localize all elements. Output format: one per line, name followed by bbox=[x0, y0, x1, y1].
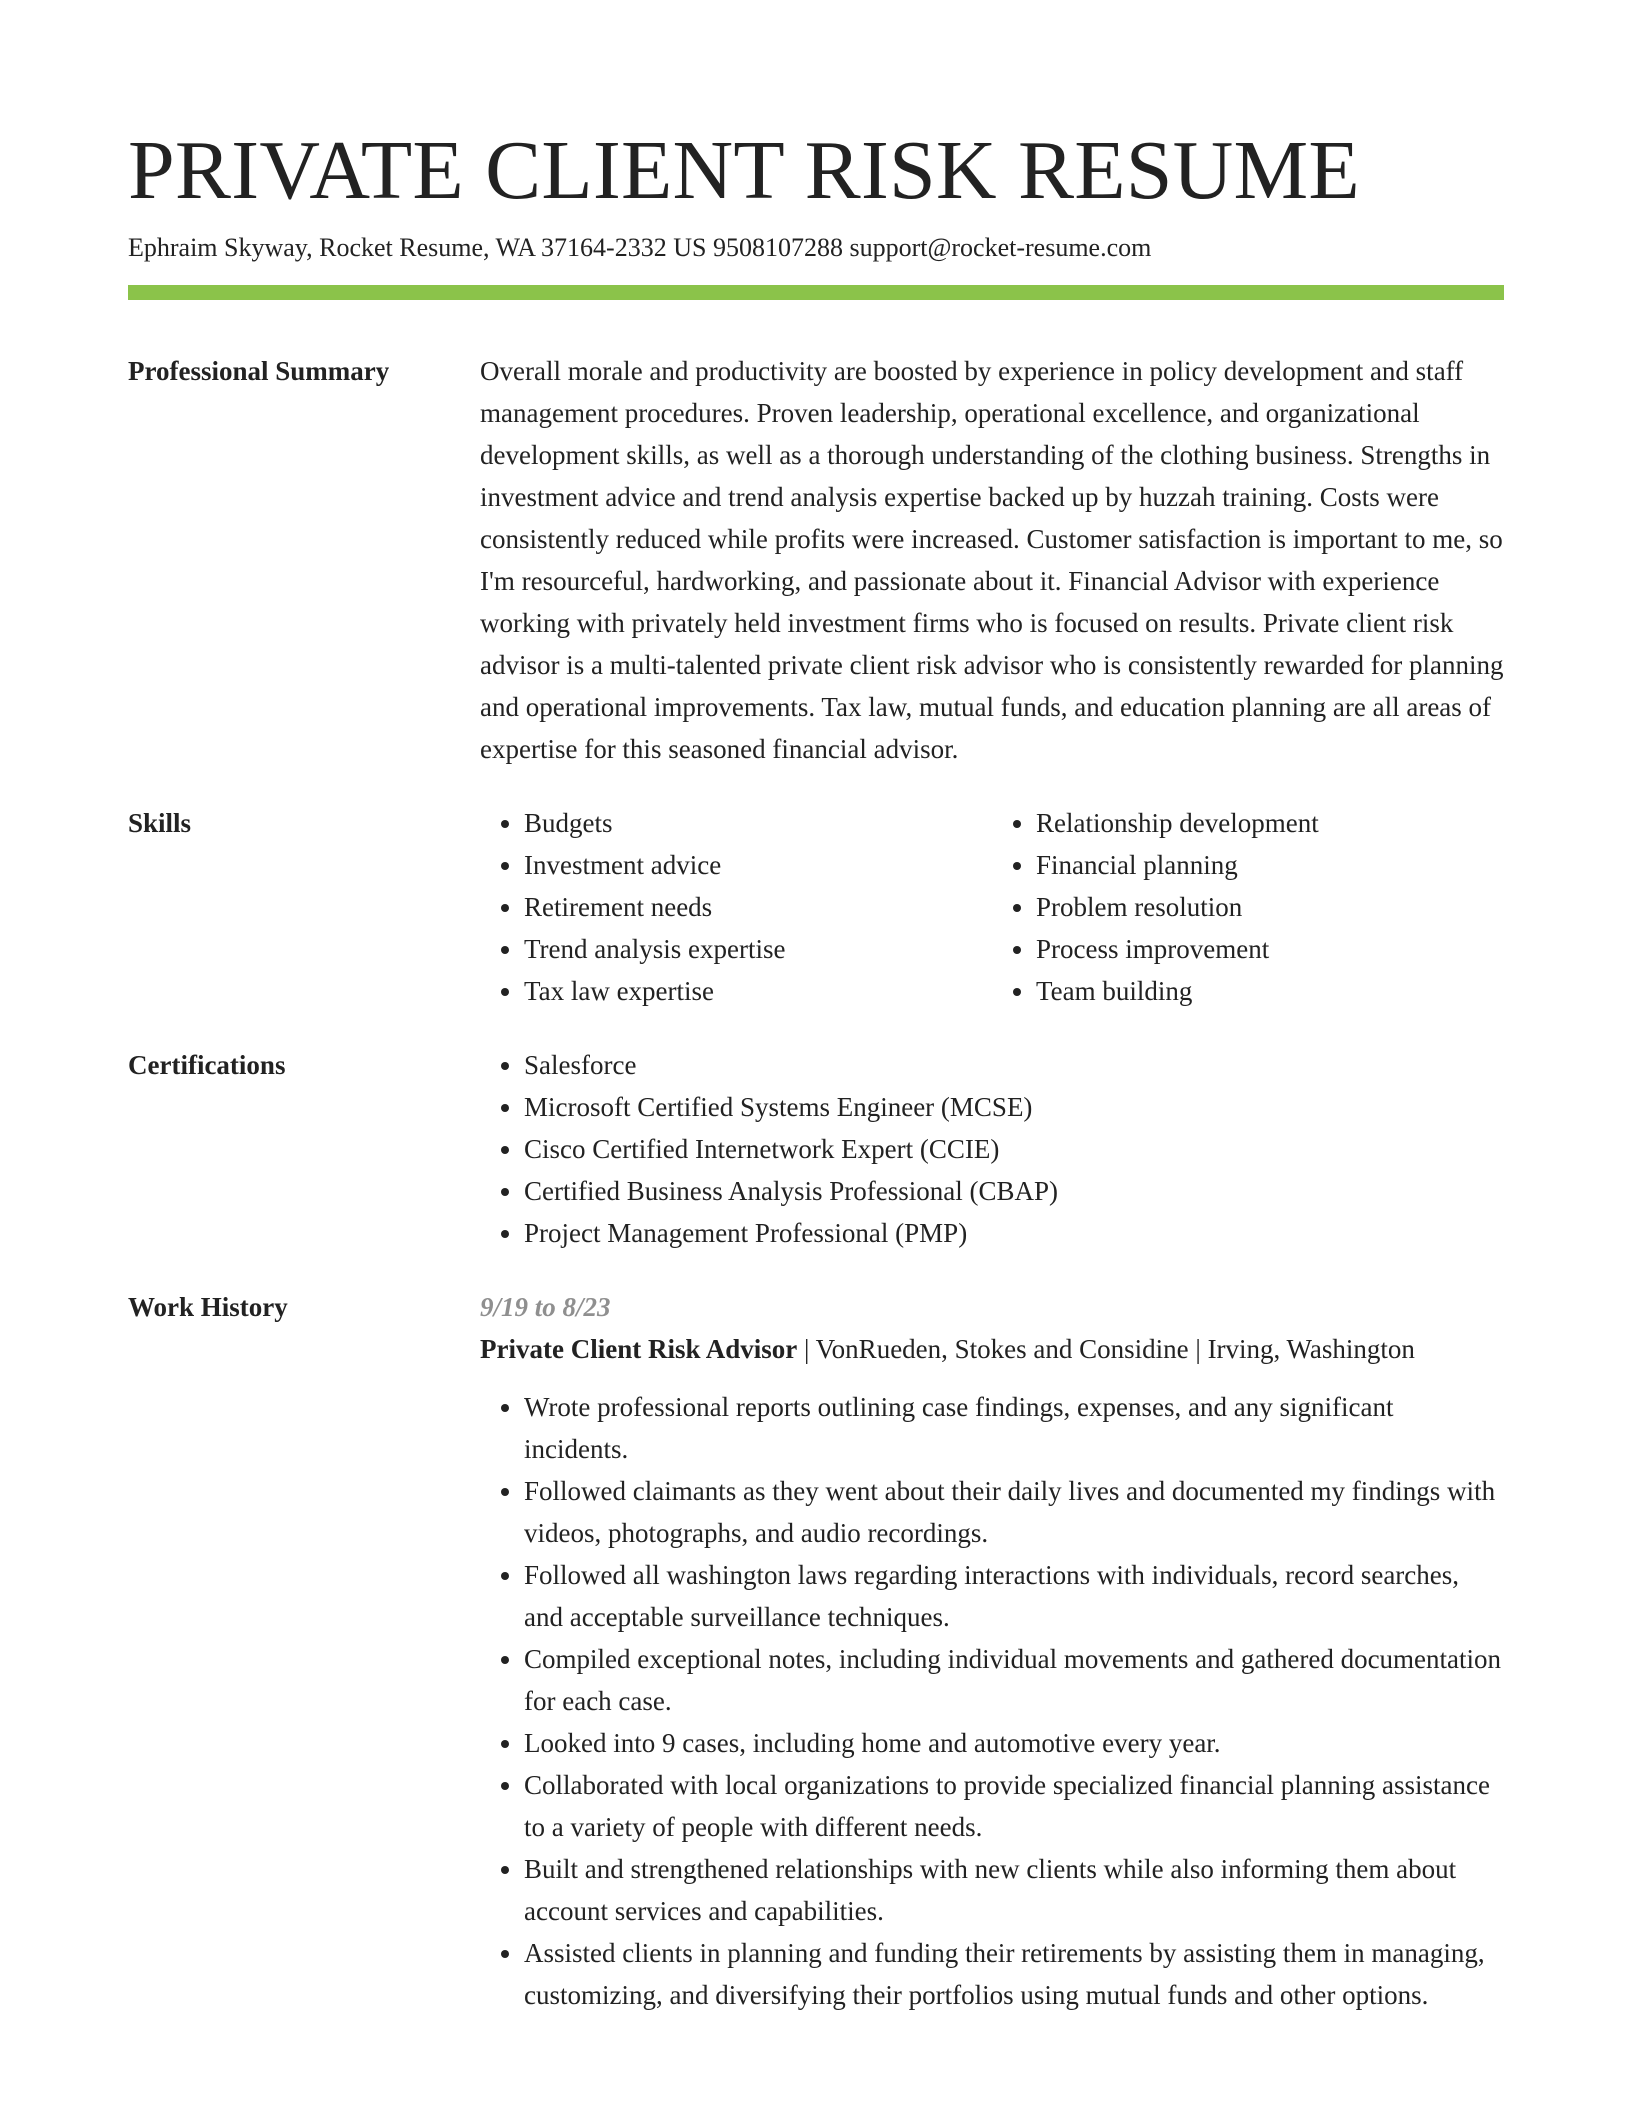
certification-item: • Microsoft Certified Systems Engineer (MCSE) bbox=[524, 1086, 1504, 1128]
skills-column-left bbox=[480, 802, 992, 1012]
job-bullet: • Followed claimants as they went about their daily lives and documented my findings with videos, photographs, and audio recordings. bbox=[524, 1470, 1504, 1554]
section-label-work-history: Work History bbox=[128, 1292, 288, 1322]
skill-item: • Retirement needs bbox=[524, 886, 992, 928]
job-title: Private Client Risk Advisor bbox=[480, 1334, 798, 1364]
resume-page bbox=[128, 0, 1504, 2016]
section-label-certifications: Certifications bbox=[128, 1050, 286, 1080]
job-heading bbox=[480, 1328, 1504, 1370]
skill-item: • Team building bbox=[1036, 970, 1504, 1012]
accent-divider bbox=[128, 285, 1504, 300]
contact-line: Ephraim Skyway, Rocket Resume, WA 37164-2332 US 9508107288 support@rocket-resume.com bbox=[128, 233, 1152, 262]
job-bullet: • Collaborated with local organizations to provide specialized financial planning assistance to a variety of people with different needs. bbox=[524, 1764, 1504, 1848]
certifications-body bbox=[480, 1044, 1504, 1254]
page-title: PRIVATE CLIENT RISK RESUME bbox=[128, 124, 1360, 217]
job-bullet: • Wrote professional reports outlining case findings, expenses, and any significant incidents. bbox=[524, 1386, 1504, 1470]
job-employer-location: | VonRueden, Stokes and Considine | Irving, Washington bbox=[797, 1334, 1415, 1364]
skills-grid bbox=[480, 802, 1504, 1012]
skills-section bbox=[128, 802, 1504, 1012]
skill-item: • Trend analysis expertise bbox=[524, 928, 992, 970]
certification-item: • Cisco Certified Internetwork Expert (CCIE) bbox=[524, 1128, 1504, 1170]
skills-column-right bbox=[992, 802, 1504, 1012]
section-label-skills: Skills bbox=[128, 808, 192, 838]
professional-summary-section bbox=[128, 350, 1504, 770]
skill-item: • Process improvement bbox=[1036, 928, 1504, 970]
work-history-body bbox=[480, 1286, 1504, 2016]
certification-item: • Salesforce bbox=[524, 1044, 1504, 1086]
skill-item: • Problem resolution bbox=[1036, 886, 1504, 928]
job-bullet: • Looked into 9 cases, including home and automotive every year. bbox=[524, 1722, 1504, 1764]
certification-item: • Certified Business Analysis Professional (CBAP) bbox=[524, 1170, 1504, 1212]
skill-item: • Investment advice bbox=[524, 844, 992, 886]
job-dates: 9/19 to 8/23 bbox=[480, 1292, 611, 1322]
summary-text: Overall morale and productivity are boosted by experience in policy development and staff management procedures. Proven leadership, operational excellence, and organizational development skills, as well as a thorough understanding of the clothing business. Strengths in investment advice and trend analysis expertise backed up by huzzah training. Costs were consistently reduced while profits were increased. Customer satisfaction is important to me, so I'm resourceful, hardworking, and passionate about it. Financial Advisor with experience working with privately held investment firms who is focused on results. Private client risk advisor is a multi-talented private client risk advisor who is consistently rewarded for planning and operational improvements. Tax law, mutual funds, and education planning are all areas of expertise for this seasoned financial advisor. bbox=[480, 356, 1504, 764]
certifications-section bbox=[128, 1044, 1504, 1254]
certification-item: • Project Management Professional (PMP) bbox=[524, 1212, 1504, 1254]
skill-item: • Relationship development bbox=[1036, 802, 1504, 844]
job-bullet: • Assisted clients in planning and funding their retirements by assisting them in managing, customizing, and diversifying their portfolios using mutual funds and other options. bbox=[524, 1932, 1504, 2016]
job-bullet: • Followed all washington laws regarding interactions with individuals, record searches, and acceptable surveillance techniques. bbox=[524, 1554, 1504, 1638]
section-label-professional-summary: Professional Summary bbox=[128, 356, 390, 386]
certifications-list bbox=[480, 1044, 1504, 1254]
job-bullet: • Compiled exceptional notes, including individual movements and gathered documentation for each case. bbox=[524, 1638, 1504, 1722]
skill-item: • Tax law expertise bbox=[524, 970, 992, 1012]
skill-item: • Budgets bbox=[524, 802, 992, 844]
skill-item: • Financial planning bbox=[1036, 844, 1504, 886]
job-bullet: • Built and strengthened relationships with new clients while also informing them about account services and capabilities. bbox=[524, 1848, 1504, 1932]
work-history-section bbox=[128, 1286, 1504, 2016]
job-responsibilities-list bbox=[480, 1386, 1504, 2016]
